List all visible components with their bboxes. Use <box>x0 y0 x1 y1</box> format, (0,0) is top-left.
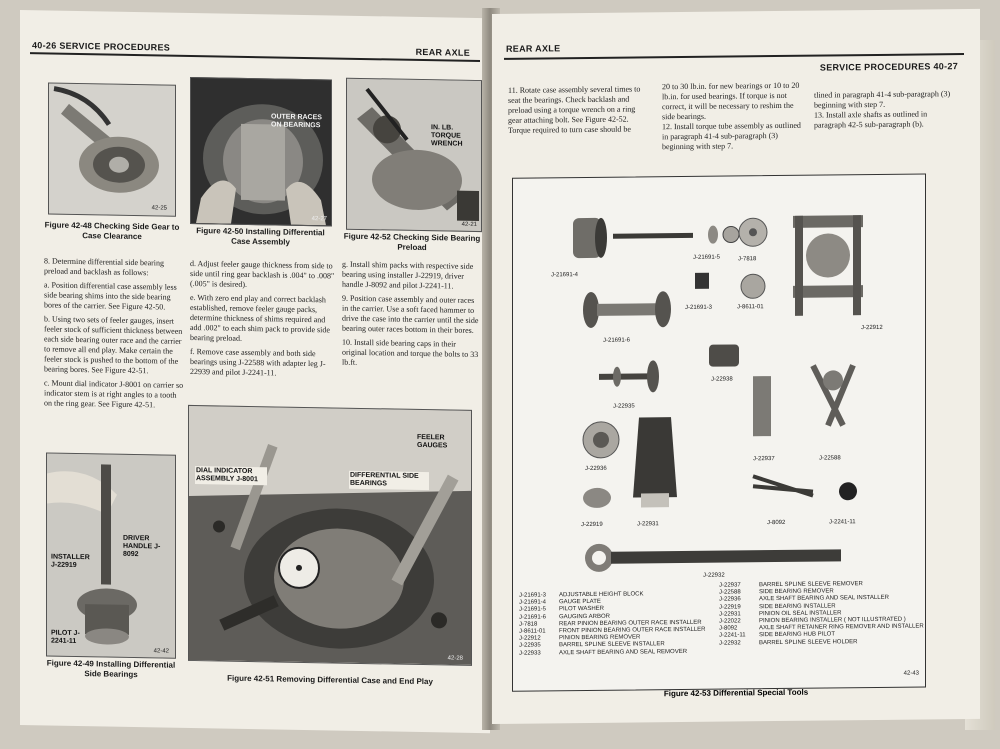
legend-name: SIDE BEARING HUB PILOT <box>759 631 836 639</box>
legend-name: BARREL SPLINE SLEEVE REMOVER <box>759 581 863 589</box>
legend-code: J-8092 <box>719 625 738 632</box>
step-8: 8. Determine differential side bearing preload and backlash as follows: <box>44 256 165 278</box>
legend-name: ADJUSTABLE HEIGHT BLOCK <box>559 591 644 599</box>
callout-driver-handle: DRIVER HANDLE J-8092 <box>123 534 161 559</box>
right-column-3: tlined in paragraph 41-4 sub-paragraph (3) beginning with step 7. 13. Install axle shafts as outlined in paragraph 42-5 sub-paragraph (b). <box>814 89 951 130</box>
figure-42-49-caption: Figure 42-49 Installing Differential Side Bearings <box>46 658 176 680</box>
right-page <box>492 9 980 724</box>
callout-pilot: PILOT J-2241-11 <box>51 629 80 645</box>
legend-name: SIDE BEARING REMOVER <box>759 588 834 596</box>
differential-case-illustration <box>191 78 331 225</box>
tool-label-j-8611-01: J-8611-01 <box>737 304 764 311</box>
legend-name: BARREL SPLINE SLEEVE HOLDER <box>759 638 858 646</box>
step-8g: g. Install shim packs with respective side bearing using installer J-22919, driver handle J-8092 and pilot J-2241-11. <box>342 259 474 291</box>
right-column-2: 20 to 30 lb.in. for new bearings or 10 to 20 lb.in. for used bearings. If torque is not correct, it will be necessary to reshim the side bearings. 12. Install torque tube assembly as outlined in paragraph 41-4 sub-paragraph (3) beginning with step 7. <box>662 80 801 152</box>
tool-label-j-22935: J-22935 <box>613 403 635 410</box>
legend-name: PINION BEARING REMOVER <box>559 634 641 642</box>
legend-code: J-21691-6 <box>519 614 547 621</box>
legend-code: J-22933 <box>519 650 541 657</box>
right-column-1: 11. Rotate case assembly several times to seat the bearings. Check backlash and preload using a torque wrench on a ring gear attaching bolt. See Figure 42-52. Torque required to turn case should be <box>508 84 641 135</box>
step-8f: f. Remove case assembly and both side bearings using J-22588 with adapter leg J-22939 and pilot J-2241-11. <box>190 346 326 378</box>
legend-name: SIDE BEARING INSTALLER <box>759 603 836 610</box>
left-column-3 <box>342 260 482 374</box>
tool-legend-left <box>519 591 705 658</box>
callout-side-bearings: DIFFERENTIAL SIDE BEARINGS <box>349 471 429 490</box>
tool-label-j-21691-6: J-21691-6 <box>603 337 631 344</box>
special-tools-figure <box>512 173 926 691</box>
legend-code: J-22932 <box>719 640 741 647</box>
step-8a: a. Position differential case assembly less side bearing shims into the side bearing bores of the carrier. See Figure 42-50. <box>44 280 177 312</box>
tool-label-j-8092: J-8092 <box>767 519 786 527</box>
step-8b: b. Using two sets of feeler gauges, insert feeler stock of sufficient thickness between each side bearing outer race and the carrier to remove all end play. Make certain the feeler stock is pushed to the bottom of the bearing bores. See Figure 42-51. <box>44 314 183 376</box>
step-8c: c. Mount dial indicator J-8001 on carrier so indicator stem is at right angles to a tooth on the ring gear. See Figure 42-51. <box>44 378 184 410</box>
figure-42-48-caption: Figure 42-48 Checking Side Gear to Case Clearance <box>44 220 180 242</box>
torque-wrench-illustration <box>347 79 481 231</box>
legend-code: J-22588 <box>719 589 741 596</box>
right-header-rule <box>504 53 964 59</box>
legend-name: AXLE SHAFT BEARING AND SEAL REMOVER <box>559 648 688 656</box>
legend-code: J-22912 <box>519 635 541 642</box>
figure-42-50-callout: OUTER RACES ON BEARINGS <box>271 113 322 130</box>
legend-name: PINION OIL SEAL INSTALLER <box>759 610 842 618</box>
tool-label-j-21691-5: J-21691-5 <box>693 254 721 261</box>
legend-row <box>519 648 705 657</box>
left-page <box>20 10 490 733</box>
figure-42-51-caption: Figure 42-51 Removing Differential Case and End Play <box>227 673 433 687</box>
step-8e: e. With zero end play and correct backlash established, remove feeler gauge packs, determine thickness of shims required and add .002" to each shim pack to provide side bearing preload. <box>190 292 330 343</box>
legend-name: PINION BEARING INSTALLER ( NOT ILLUSTRATED ) <box>759 616 906 625</box>
figure-42-48-number: 42-25 <box>151 205 167 212</box>
legend-row <box>719 638 924 647</box>
callout-dial-indicator: DIAL INDICATOR ASSEMBLY J-8001 <box>195 466 267 485</box>
figure-42-52-photo <box>346 78 482 232</box>
callout-feeler-gauges: FEELER GAUGES <box>417 433 448 450</box>
tool-label-j-22931: J-22931 <box>637 521 659 528</box>
tool-legend-right <box>719 580 924 647</box>
legend-code: J-21691-3 <box>519 592 547 599</box>
legend-code: J-8611-01 <box>519 628 546 635</box>
legend-name: FRONT PINION BEARING OUTER RACE INSTALLER <box>559 626 706 635</box>
legend-code: J-2241-11 <box>719 632 746 640</box>
figure-42-53-number: 42-43 <box>903 670 919 677</box>
figure-42-52-number: 42-21 <box>461 221 477 228</box>
figure-42-48-photo <box>48 82 176 216</box>
tool-label-j-22588: J-22588 <box>819 455 841 462</box>
legend-name: GAUGING ARBOR <box>559 613 611 620</box>
legend-name: BARREL SPLINE SLEEVE INSTALLER <box>559 641 665 649</box>
left-column-1 <box>44 256 184 414</box>
step-10: 10. Install side bearing caps in their original location and torque the bolts to 33 lb.ft. <box>342 337 479 367</box>
right-header-chapter: REAR AXLE <box>506 43 561 54</box>
step-9: 9. Position case assembly and outer races in the carrier. Use a soft faced hammer to drive the case into the carrier until the side bearing outer races bottom in their bores. <box>342 293 479 335</box>
right-header-section: SERVICE PROCEDURES 40-27 <box>819 61 958 73</box>
tool-label-j-22936: J-22936 <box>585 465 607 473</box>
left-header-chapter: REAR AXLE <box>415 46 470 58</box>
tool-label-j-22937: J-22937 <box>753 456 775 463</box>
legend-code: J-21691-4 <box>519 599 547 606</box>
tool-label-j-22932: J-22932 <box>703 572 725 579</box>
step-8d: d. Adjust feeler gauge thickness from side to side until ring gear backlash is .004" to .008" (.005" is desired). <box>190 258 335 289</box>
figure-42-52-callout: IN. LB. TORQUE WRENCH <box>431 124 463 148</box>
left-column-2 <box>190 259 335 384</box>
legend-code: J-22936 <box>719 596 741 604</box>
figure-42-49-number: 42-42 <box>153 648 169 655</box>
tool-label-j-7818: J-7818 <box>738 256 757 263</box>
figure-42-51-photo <box>188 405 472 666</box>
figure-42-49-photo <box>46 452 176 658</box>
legend-code: J-21691-5 <box>519 606 547 614</box>
side-gear-illustration <box>49 84 175 216</box>
legend-code: J-22931 <box>719 611 741 618</box>
tool-label-j-22912: J-22912 <box>861 324 883 332</box>
tool-label-j-21691-4: J-21691-4 <box>551 272 579 279</box>
tool-label-j-22919: J-22919 <box>581 521 603 529</box>
legend-code: J-22935 <box>519 642 541 650</box>
header-rule <box>30 52 480 61</box>
figure-42-50-photo <box>190 77 332 226</box>
legend-name: PILOT WASHER <box>559 606 605 613</box>
figure-42-51-number: 42-28 <box>447 655 463 662</box>
figure-42-50-caption: Figure 42-50 Installing Differential Case Assembly <box>196 226 325 247</box>
legend-code: J-22919 <box>719 604 741 611</box>
left-header-section: 40-26 SERVICE PROCEDURES <box>32 40 171 53</box>
tool-label-j-21691-3: J-21691-3 <box>685 304 713 311</box>
legend-name: GAUGE PLATE <box>559 599 601 606</box>
figure-42-53-caption: Figure 42-53 Differential Special Tools <box>663 687 809 699</box>
tools-illustration <box>513 174 925 598</box>
legend-code: J-7818 <box>519 621 538 628</box>
tool-label-j-2241-11: J-2241-11 <box>829 519 856 526</box>
figure-42-50-number: 42-27 <box>311 216 327 223</box>
legend-name: AXLE SHAFT BEARING AND SEAL INSTALLER <box>759 595 889 603</box>
legend-name: REAR PINION BEARING OUTER RACE INSTALLER <box>559 619 702 628</box>
callout-installer: INSTALLER J-22919 <box>51 553 90 569</box>
tool-label-j-22938: J-22938 <box>711 376 733 383</box>
legend-code: J-22937 <box>719 582 741 589</box>
legend-code: J-22022 <box>719 618 741 625</box>
legend-name: AXLE SHAFT RETAINER RING REMOVER AND INSTALLER <box>759 623 924 632</box>
figure-42-52-caption: Figure 42-52 Checking Side Bearing Preload <box>343 231 481 253</box>
